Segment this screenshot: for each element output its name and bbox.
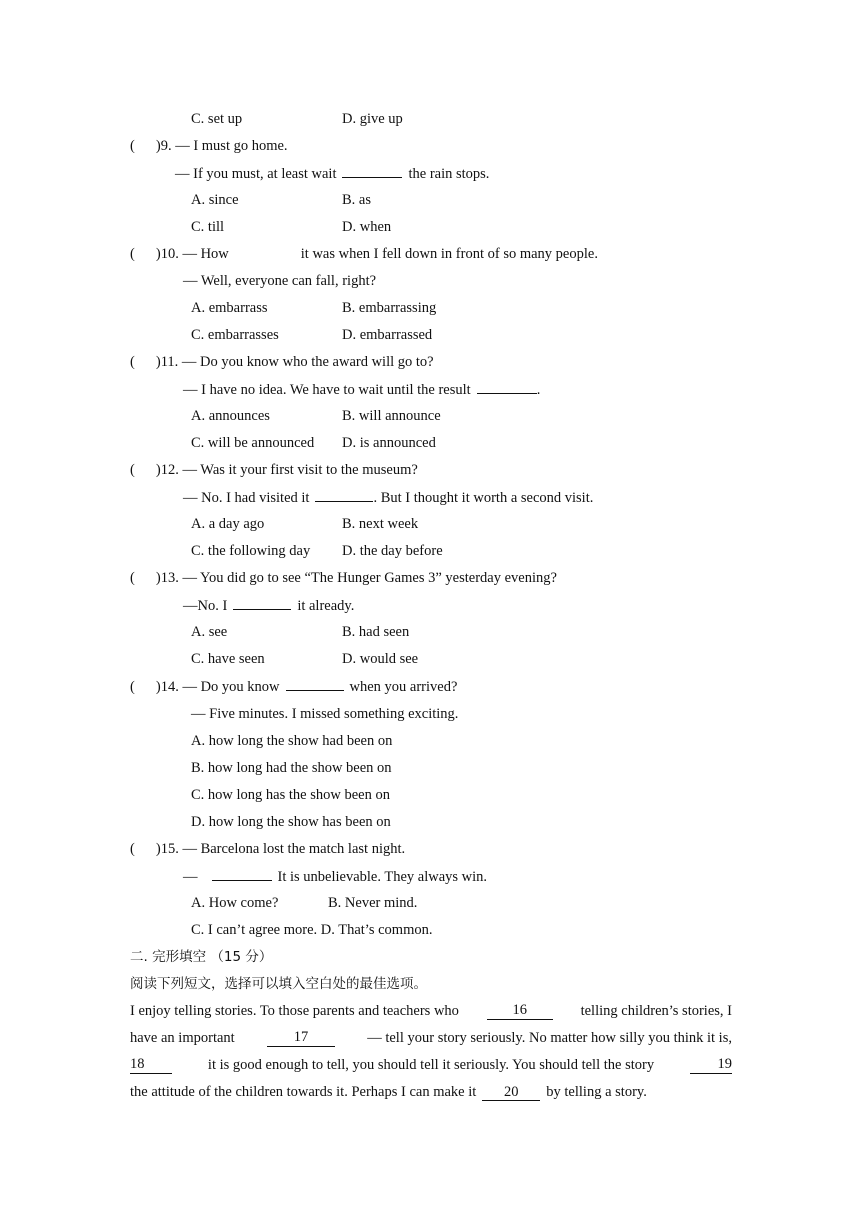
q10-option-a: A. embarrass (191, 300, 268, 316)
section-instruction: 阅读下列短文，选择可以填入空白处的最佳选项。 (130, 976, 427, 992)
q14-option-a: A. how long the show had been on (191, 733, 393, 749)
q9-option-c: C. till (191, 219, 225, 235)
fill-blank (477, 380, 537, 394)
q15-options-cd: C. I can’t agree more. D. That’s common. (191, 922, 433, 938)
fill-blank (286, 677, 344, 691)
q14-stem-line: ( )14. — Do you know when you arrived? (130, 679, 458, 695)
q14-option-b: B. how long had the show been on (191, 760, 392, 776)
passage-line-2: have an important 17 — tell your story seriously. No matter how silly you think it is, (130, 1029, 732, 1046)
q11-stem-line: ( )11. — Do you know who the award will go to? (130, 354, 434, 370)
q8-option-d: D. give up (342, 111, 403, 127)
fill-blank (212, 867, 272, 881)
q10-reply: — Well, everyone can fall, right? (183, 273, 377, 289)
q13-reply-line: —No. I it already. (183, 598, 355, 614)
q10-option-b: B. embarrassing (342, 300, 437, 316)
q8-option-c: C. set up (191, 111, 243, 127)
answer-paren-close: ) (155, 138, 161, 154)
q12-option-b: B. next week (342, 516, 419, 532)
question-number: 9. (160, 138, 172, 154)
cloze-blank-17: 17 (267, 1029, 335, 1047)
q10-stem-line: ( )10. — How it was when I fell down in front of so many people. (130, 246, 598, 262)
q12-option-a: A. a day ago (191, 516, 265, 532)
q11-option-b: B. will announce (342, 408, 441, 424)
q9-option-b: B. as (342, 192, 371, 208)
q13-option-c: C. have seen (191, 651, 265, 667)
q10-option-c: C. embarrasses (191, 327, 279, 343)
q12-stem-line: ( )12. — Was it your first visit to the museum? (130, 462, 418, 478)
q13-stem-line: ( )13. — You did go to see “The Hunger Games 3” yesterday evening? (130, 570, 557, 586)
passage-line-3: 18 it is good enough to tell, you should tell it seriously. You should tell the story 19 (130, 1056, 732, 1073)
q9-option-d: D. when (342, 219, 392, 235)
q13-option-d: D. would see (342, 651, 419, 667)
q11-reply-line: — I have no idea. We have to wait until the result . (183, 382, 541, 398)
cloze-blank-16: 16 (487, 1002, 553, 1020)
q15-reply-line: — It is unbelievable. They always win. (183, 869, 488, 885)
q13-option-a: A. see (191, 624, 228, 640)
q11-option-c: C. will be announced (191, 435, 315, 451)
q11-option-d: D. is announced (342, 435, 436, 451)
cloze-blank-18: 18 (130, 1056, 172, 1074)
fill-blank (233, 596, 291, 610)
fill-blank (342, 164, 402, 178)
q12-option-d: D. the day before (342, 543, 443, 559)
q15-option-b: B. Never mind. (328, 895, 418, 911)
q15-stem-line: ( )15. — Barcelona lost the match last night. (130, 841, 406, 857)
q12-reply-line: — No. I had visited it . But I thought it worth a second visit. (183, 490, 594, 506)
passage-line-4: the attitude of the children towards it. Perhaps I can make it 20 by telling a story. (130, 1084, 647, 1100)
cloze-blank-19: 19 (690, 1056, 732, 1074)
q14-option-d: D. how long the show has been on (191, 814, 391, 830)
question-stem: — I must go home. (175, 138, 288, 154)
passage-line-1: I enjoy telling stories. To those parents and teachers who 16 telling children’s stories, I (130, 1002, 732, 1019)
q9-option-a: A. since (191, 192, 239, 208)
q15-option-a: A. How come? (191, 895, 279, 911)
q14-reply: — Five minutes. I missed something exciting. (191, 706, 459, 722)
q12-option-c: C. the following day (191, 543, 311, 559)
q10-option-d: D. embarrassed (342, 327, 433, 343)
q9-reply-line: — If you must, at least wait the rain stops. (175, 166, 490, 182)
q9-stem-line (130, 137, 288, 155)
section-heading: 二. 完形填空 （15 分） (130, 949, 273, 965)
fill-blank (315, 488, 373, 502)
q13-option-b: B. had seen (342, 624, 410, 640)
q14-option-c: C. how long has the show been on (191, 787, 390, 803)
answer-paren-open: ( (130, 138, 135, 154)
cloze-blank-20: 20 (482, 1084, 540, 1101)
q11-option-a: A. announces (191, 408, 270, 424)
